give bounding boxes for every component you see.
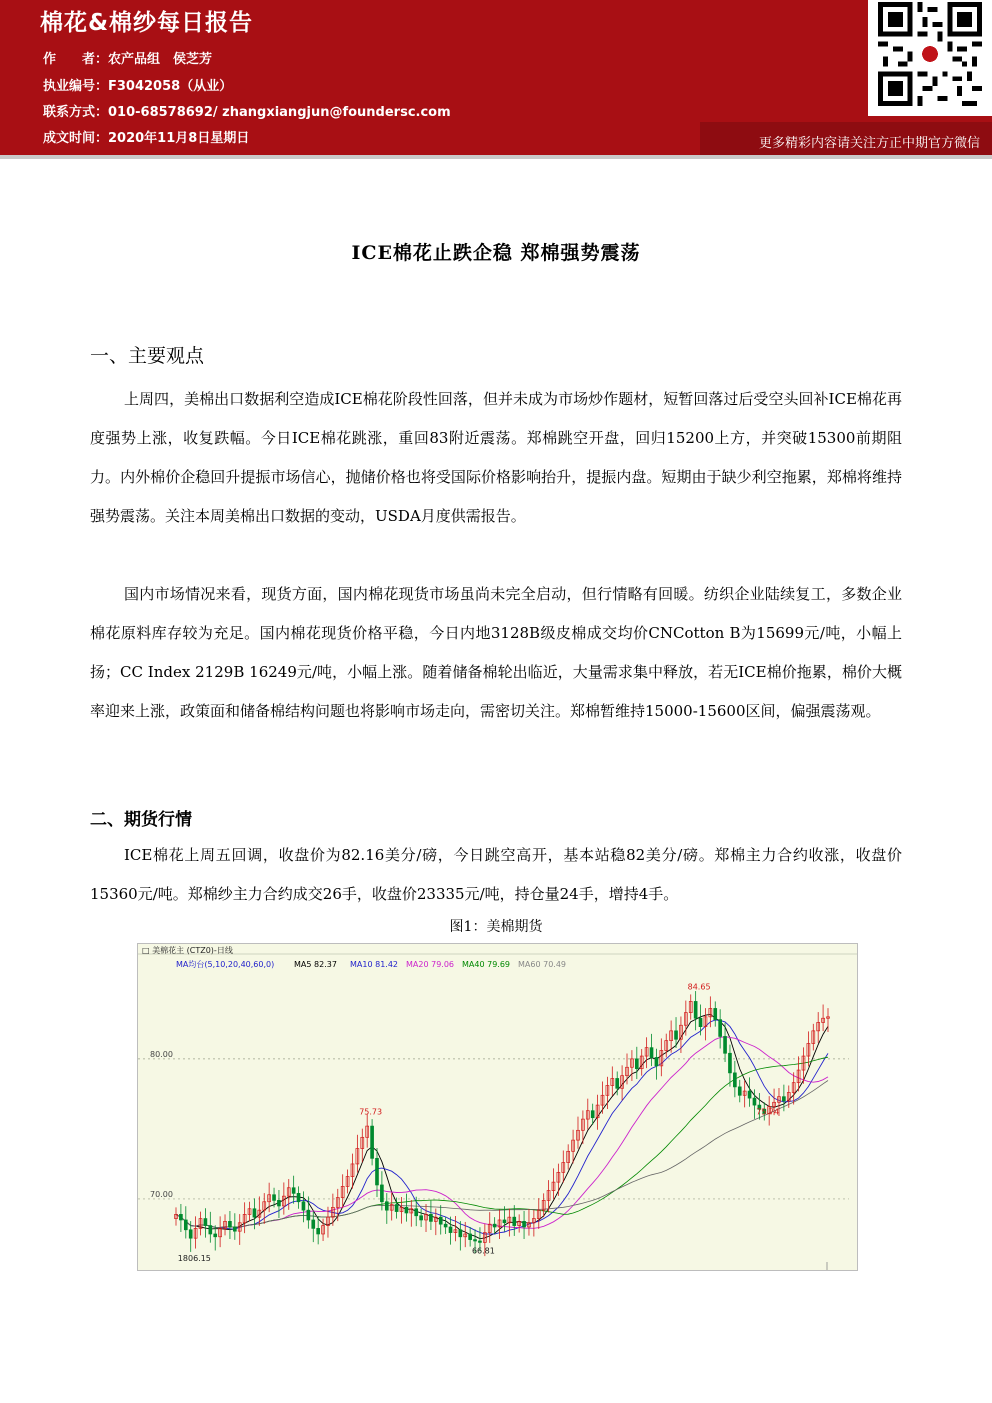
candle-body: [273, 1195, 276, 1201]
price-annotation: 75.74: [756, 1107, 780, 1117]
candle-body: [469, 1234, 472, 1240]
candle-body: [395, 1205, 398, 1212]
y-tick-label: 70.00: [150, 1189, 173, 1199]
candle-body: [189, 1230, 192, 1238]
contact-line: 联系方式：010-68578692/ zhangxiangjun@foundersc.com: [43, 105, 451, 120]
license-line: 执业编号：F3042058（从业）: [43, 79, 233, 94]
price-annotation: 75.73: [359, 1107, 383, 1117]
chart-legend-entry: MA60 70.49: [518, 960, 566, 969]
candle-body: [307, 1210, 310, 1220]
candle-body: [302, 1202, 305, 1210]
candle-body: [591, 1111, 594, 1118]
candle-body: [415, 1209, 418, 1216]
report-title: 棉花&棉纱每日报告: [40, 10, 254, 36]
candle-body: [376, 1158, 379, 1185]
candle-body: [228, 1221, 231, 1227]
candle-body: [292, 1188, 295, 1194]
wechat-note: 更多精彩内容请关注方正中期官方微信: [700, 122, 992, 155]
chart-legend-entry: MA10 81.42: [350, 960, 398, 969]
figure-caption: 图1：美棉期货: [449, 919, 543, 935]
candle-body: [204, 1219, 207, 1226]
candle-body: [728, 1053, 731, 1073]
report-header: [0, 0, 992, 155]
candle-body: [616, 1078, 619, 1088]
candle-body: [209, 1226, 212, 1234]
candle-body: [714, 1008, 717, 1019]
candle-body: [439, 1217, 442, 1224]
candle-body: [214, 1234, 217, 1237]
paragraph-futures-1: ICE棉花上周五回调，收盘价为82.16美分/磅，今日跳空高开，基本站稳82美分/磅。郑棉主力合约收涨，收盘价15360元/吨。郑棉纱主力合约成交26手，收盘价23335元/吨，持仓量24手，增持4手。: [90, 846, 902, 903]
chart-canvas: [138, 944, 857, 1270]
candle-body: [371, 1126, 374, 1158]
chart-legend-entry: MA40 79.69: [462, 960, 510, 969]
candle-body: [444, 1224, 447, 1227]
candle-body: [277, 1200, 280, 1206]
candle-body: [233, 1227, 236, 1231]
chart-legend-entry: MA均台(5,10,20,40,60,0): [176, 960, 275, 969]
candle-body: [513, 1217, 516, 1225]
candle-body: [385, 1202, 388, 1210]
candle-body: [738, 1087, 741, 1095]
candle-body: [253, 1209, 256, 1217]
candle-body: [753, 1098, 756, 1105]
paragraph-main-views-1: 上周四，美棉出口数据利空造成ICE棉花阶段性回落，但并未成为市场炒作题材，短暂回落过后受空头回补ICE棉花再度强势上涨，收复跌幅。今日ICE棉花跳涨，重回83附近震荡。郑棉跳空开盘，回归15200上方，并突破15300前期阻力。内外棉价企稳回升提振市场信心，抛储价格也将受国际价格影响抬升，提振内盘。短期由于缺少利空拖累，郑棉将维持强势震荡。关注本周美棉出口数据的变动，USDA月度供需报告。: [90, 390, 902, 525]
candle-body: [523, 1221, 526, 1227]
candle-body: [317, 1228, 320, 1234]
candle-body: [420, 1216, 423, 1220]
candle-body: [429, 1214, 432, 1221]
candle-body: [474, 1240, 477, 1241]
document-title: ICE棉花止跌企稳 郑棉强势震荡: [351, 242, 641, 264]
candle-body: [675, 1031, 678, 1039]
chart-legend-entry: MA20 79.06: [406, 960, 454, 969]
section-heading-futures: 二、期货行情: [90, 810, 192, 830]
header-divider: [0, 155, 992, 159]
candle-body: [405, 1207, 408, 1213]
price-annotation: 1806.15: [177, 1253, 211, 1263]
candle-body: [719, 1020, 722, 1037]
candle-body: [312, 1220, 315, 1228]
candle-body: [655, 1057, 658, 1065]
cotton-futures-chart: [137, 943, 858, 1271]
candle-body: [635, 1059, 638, 1069]
candle-body: [380, 1185, 383, 1202]
candle-body: [694, 1001, 697, 1018]
chart-legend-entry: MA5 82.37: [294, 960, 337, 969]
chart-title: □ 美棉花主 (CTZ0)-日线: [142, 946, 233, 955]
paragraph-main-views-2: 国内市场情况来看，现货方面，国内棉花现货市场虽尚未完全启动，但行情略有回暖。纺织企业陆续复工，多数企业棉花原料库存较为充足。国内棉花现货价格平稳，今日内地3128B级皮棉成交均价CNCotton B为15699元/吨，小幅上扬；CC Index 2129B 16249元/吨，小幅上涨。随着储备棉轮出临近，大量需求集中释放，若无ICE棉价拖累，棉价大概率迎来上涨，政策面和储备棉结构问题也将影响市场走向，需密切关注。郑棉暂维持15000-15600区间，偏强震荡观。: [90, 585, 902, 720]
candle-body: [184, 1220, 187, 1230]
author-line: 作 者：农产品组 侯芝芳: [43, 52, 213, 67]
section-heading-main-views: 一、主要观点: [90, 345, 205, 367]
candle-body: [724, 1036, 727, 1053]
candle-body: [782, 1097, 785, 1101]
candle-body: [493, 1224, 496, 1227]
date-line: 成文时间：2020年11月8日星期日: [43, 131, 250, 146]
candle-body: [459, 1230, 462, 1237]
candle-body: [503, 1220, 506, 1223]
candle-body: [179, 1214, 182, 1220]
candle-body: [297, 1193, 300, 1201]
y-tick-label: 80.00: [150, 1049, 173, 1059]
candle-body: [650, 1048, 653, 1058]
candle-body: [449, 1227, 452, 1233]
qr-code-icon[interactable]: [878, 2, 982, 106]
candle-body: [733, 1073, 736, 1087]
candle-body: [699, 1018, 702, 1026]
price-annotation: 66.81: [471, 1246, 495, 1256]
candle-body: [748, 1091, 751, 1098]
price-annotation: 84.65: [687, 982, 711, 992]
candle-body: [478, 1241, 481, 1242]
